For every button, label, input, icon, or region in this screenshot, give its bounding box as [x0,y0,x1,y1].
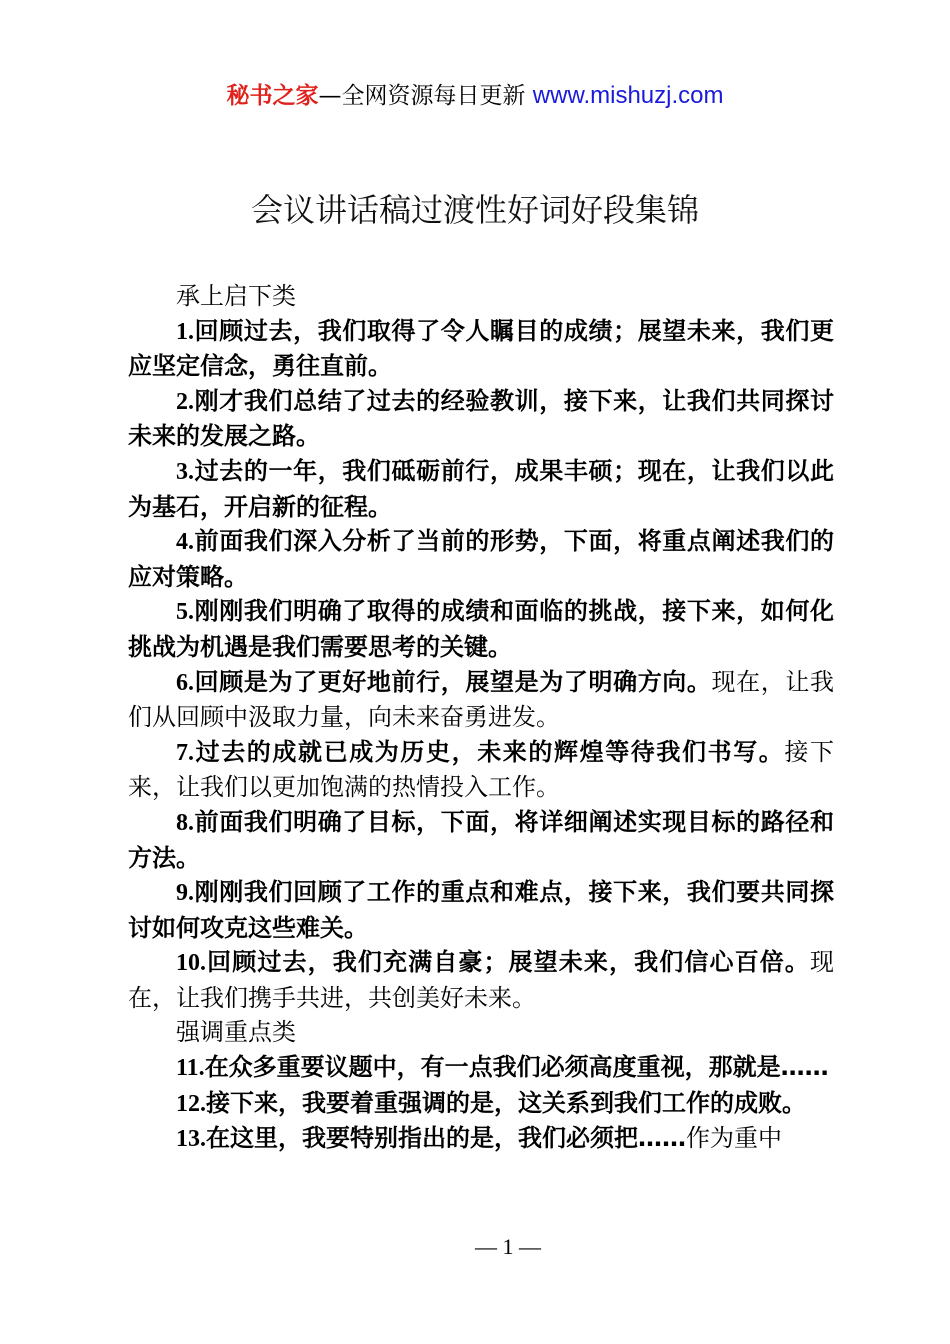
item-number: 4. [176,529,194,556]
brand-name: 秘书之家 [226,83,319,109]
list-item [128,735,834,805]
category-heading: 强调重点类 [176,1018,296,1047]
item-bold-text: 刚才我们总结了过去的经验教训，接下来，让我们共同探讨未来的发展之路。 [128,386,834,451]
document-body [128,279,834,1157]
item-number: 10. [176,950,206,977]
item-bold-text: 前面我们明确了目标，下面，将详细阐述实现目标的路径和方法。 [128,807,834,872]
site-url-link[interactable]: www.mishuzj.com [532,82,724,109]
item-number: 6. [176,669,194,696]
document-title: 会议讲话稿过渡性好词好段集锦 [250,191,699,229]
item-bold-text: 回顾是为了更好地前行，展望是为了明确方向。 [194,667,712,696]
list-item [128,1050,834,1086]
item-bold-text: 在这里，我要特别指出的是，我们必须把…… [206,1124,686,1153]
item-number: 7. [176,739,194,766]
item-bold-text: 回顾过去，我们取得了令人瞩目的成绩；展望未来，我们更应坚定信念，勇往直前。 [128,316,834,381]
item-bold-text: 刚刚我们明确了取得的成绩和面临的挑战，接下来，如何化挑战为机遇是我们需要思考的关键。 [128,597,834,661]
list-item [128,524,834,594]
item-bold-text: 过去的一年，我们砥砺前行，成果丰硕；现在，让我们以此为基石，开启新的征程。 [128,456,834,521]
item-number: 2. [176,388,194,415]
item-bold-text: 刚刚我们回顾了工作的重点和难点，接下来，我们要共同探讨如何攻克这些难关。 [128,878,834,942]
item-number: 1. [176,318,194,345]
item-bold-text: 接下来，我要着重强调的是，这关系到我们工作的成败。 [206,1088,806,1117]
page-number: — 1 — [475,1234,541,1259]
list-item [128,1086,834,1122]
item-number: 3. [176,458,194,485]
category-heading: 承上启下类 [176,282,296,310]
item-bold-text: 前面我们深入分析了当前的形势，下面，将重点阐述我们的应对策略。 [128,527,834,591]
item-bold-text: 在众多重要议题中，有一点我们必须高度重视，那就是…… [204,1053,829,1082]
item-number: 5. [176,599,194,626]
list-item [128,945,834,1015]
item-number: 12. [176,1090,206,1117]
item-bold-text: 过去的成就已成为历史，未来的辉煌等待我们书写。 [194,737,785,766]
list-item [128,454,834,524]
list-item [128,1121,834,1157]
item-normal-text: 接下来，让我们以更加饱满的热情投入工作。 [128,737,835,802]
item-normal-text: 现在，让我们携手共进，共创美好未来。 [128,948,834,1012]
item-number: 13. [176,1126,206,1153]
item-normal-text: 作为重中 [686,1124,782,1153]
item-normal-text: 现在，让我们从回顾中汲取力量，向未来奋勇进发。 [128,667,835,732]
site-header [0,80,950,112]
list-item [128,594,834,664]
list-item [128,314,834,384]
header-tagline: —全网资源每日更新 [318,83,533,109]
item-number: 11. [176,1055,205,1082]
list-item [128,805,834,875]
list-item [128,665,834,735]
item-bold-text: 回顾过去，我们充满自豪；展望未来，我们信心百倍。 [206,948,810,977]
list-item [128,875,834,945]
item-number: 8. [176,809,194,836]
item-number: 9. [176,880,194,907]
list-item [128,384,834,454]
